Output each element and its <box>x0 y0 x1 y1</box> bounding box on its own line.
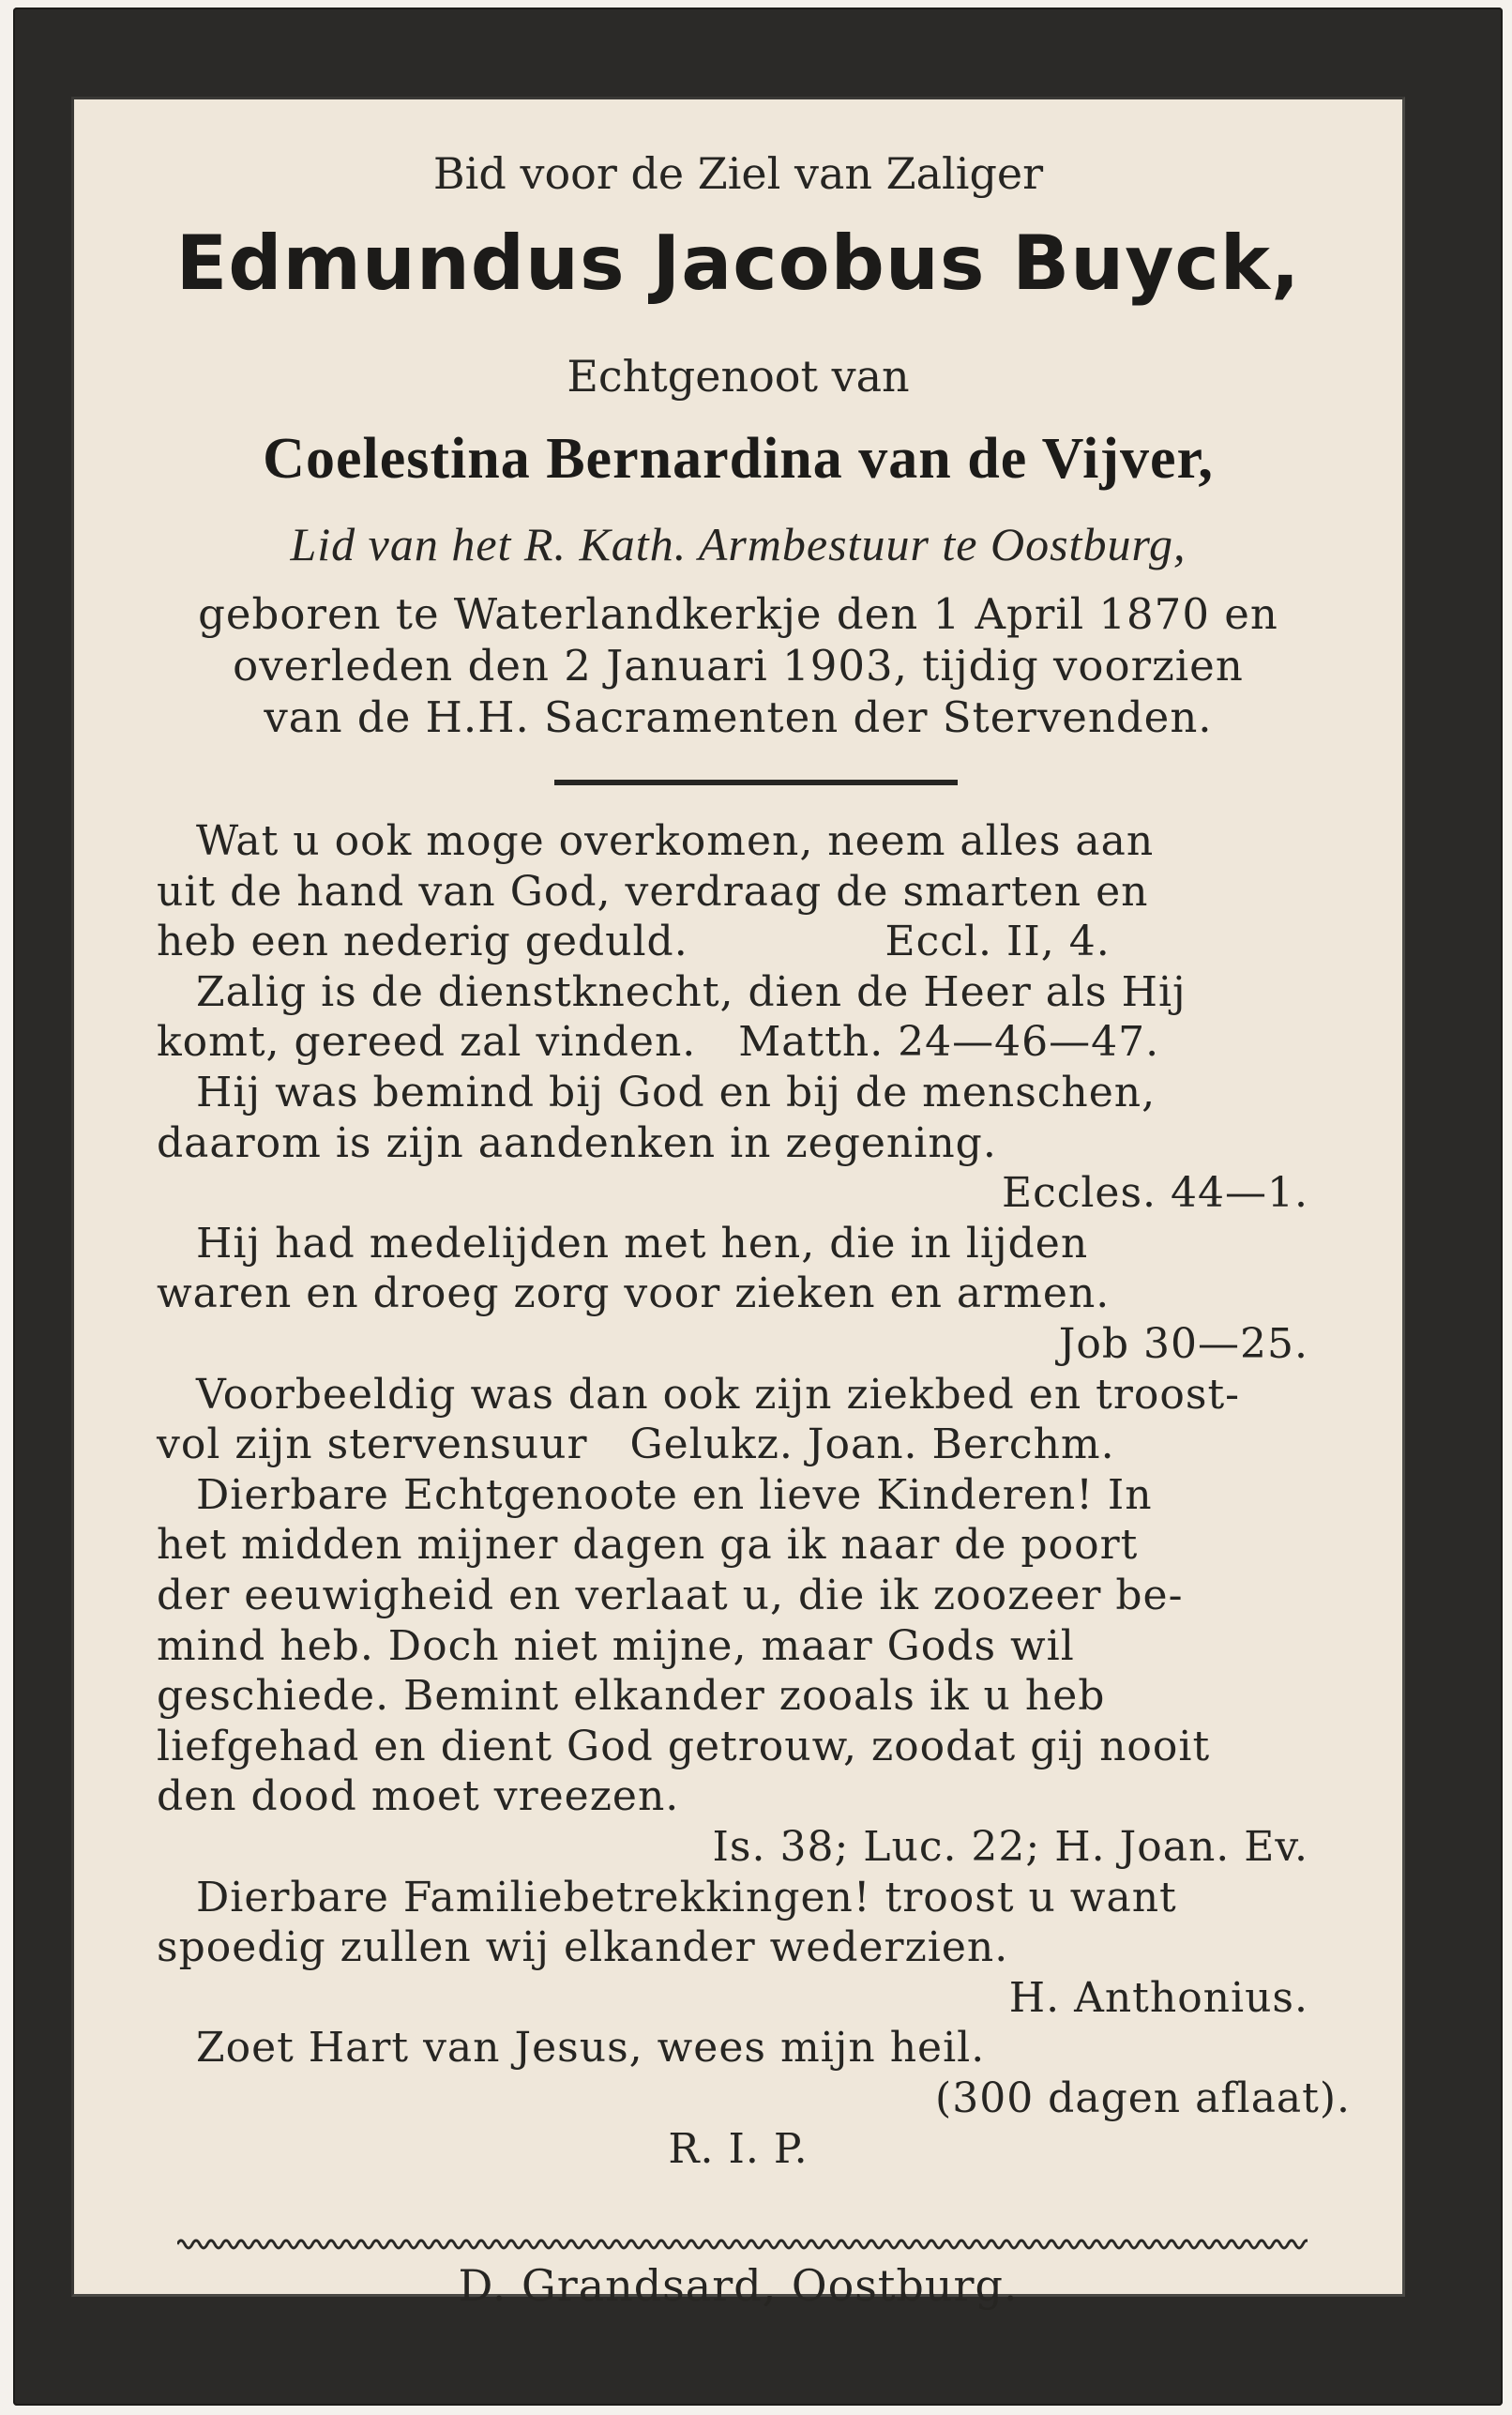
prayer-line: vol zijn stervensuur Gelukz. Joan. Berchm. <box>157 1420 1115 1469</box>
prayer-line: Wat u ook moge overkomen, neem alles aan <box>196 817 1155 865</box>
prayer-line: heb een nederig geduld. Eccl. II, 4. <box>157 918 1111 966</box>
spouse-name: Coelestina Bernardina van de Vijver, <box>263 427 1214 491</box>
memorial-card-panel <box>71 97 1405 2311</box>
prayer-line: Zoet Hart van Jesus, wees mijn heil. <box>196 2024 986 2073</box>
prayer-line: H. Anthonius. <box>1008 1973 1308 2022</box>
prayer-line: het midden mijner dagen ga ik naar de poort <box>157 1521 1139 1570</box>
prayer-header: Bid voor de Ziel van Zaliger <box>432 148 1044 199</box>
spouse-label: Echtgenoot van <box>567 351 910 402</box>
prayer-line: der eeuwigheid en verlaat u, die ik zoozeer be- <box>157 1572 1184 1619</box>
prayer-line: liefgehad en dient God getrouw, zoodat gij nooit <box>157 1722 1211 1770</box>
prayer-line: daarom is zijn aandenken in zegening. <box>157 1118 997 1167</box>
bio-line: overleden den 2 Januari 1903, tijdig voorzien <box>233 641 1244 691</box>
prayer-line: geschiede. Bemint elkander zooals ik u heb <box>157 1672 1106 1721</box>
prayer-line: Hij was bemind bij God en bij de menschen, <box>196 1069 1157 1116</box>
prayer-line: Dierbare Familiebetrekkingen! troost u want <box>196 1873 1177 1921</box>
prayer-line: den dood moet vreezen. <box>157 1772 680 1821</box>
prayer-line: Voorbeeldig was dan ook zijn ziekbed en troost- <box>196 1370 1240 1419</box>
wavy-rule <box>177 2234 1308 2255</box>
bio-line: van de H.H. Sacramenten der Stervenden. <box>264 692 1213 742</box>
prayer-line: (300 dagen aflaat). <box>935 2074 1351 2122</box>
prayer-line: mind heb. Doch niet mijne, maar Gods wil <box>157 1621 1075 1670</box>
prayer-line: Zalig is de dienstknecht, dien de Heer als Hij <box>196 967 1187 1016</box>
memorial-card-border <box>13 8 1503 2406</box>
prayer-line: Is. 38; Luc. 22; H. Joan. Ev. <box>712 1823 1308 1871</box>
prayer-line: komt, gereed zal vinden. Matth. 24—46—47. <box>157 1018 1160 1067</box>
prayer-line: Hij had medelijden met hen, die in lijden <box>196 1219 1089 1268</box>
prayer-line: spoedig zullen wij elkander wederzien. <box>157 1923 1009 1972</box>
deceased-role: Lid van het R. Kath. Armbestuur te Oostburg, <box>290 518 1187 570</box>
printer-imprint: D. Grandsard, Oostburg. <box>458 2260 1019 2311</box>
deceased-name: Edmundus Jacobus Buyck, <box>175 220 1301 307</box>
divider-rule <box>554 780 958 785</box>
prayer-line: Dierbare Echtgenoote en lieve Kinderen! In <box>196 1470 1153 1519</box>
bio-line: geboren te Waterlandkerkje den 1 April 1870 en <box>198 589 1278 639</box>
prayer-line: Job 30—25. <box>1058 1320 1308 1368</box>
prayer-line: Eccles. 44—1. <box>1001 1169 1308 1218</box>
prayer-line: R. I. P. <box>668 2124 809 2173</box>
prayer-line: waren en droeg zorg voor zieken en armen. <box>157 1269 1111 1318</box>
prayer-line: uit de hand van God, verdraag de smarten en <box>157 867 1149 916</box>
